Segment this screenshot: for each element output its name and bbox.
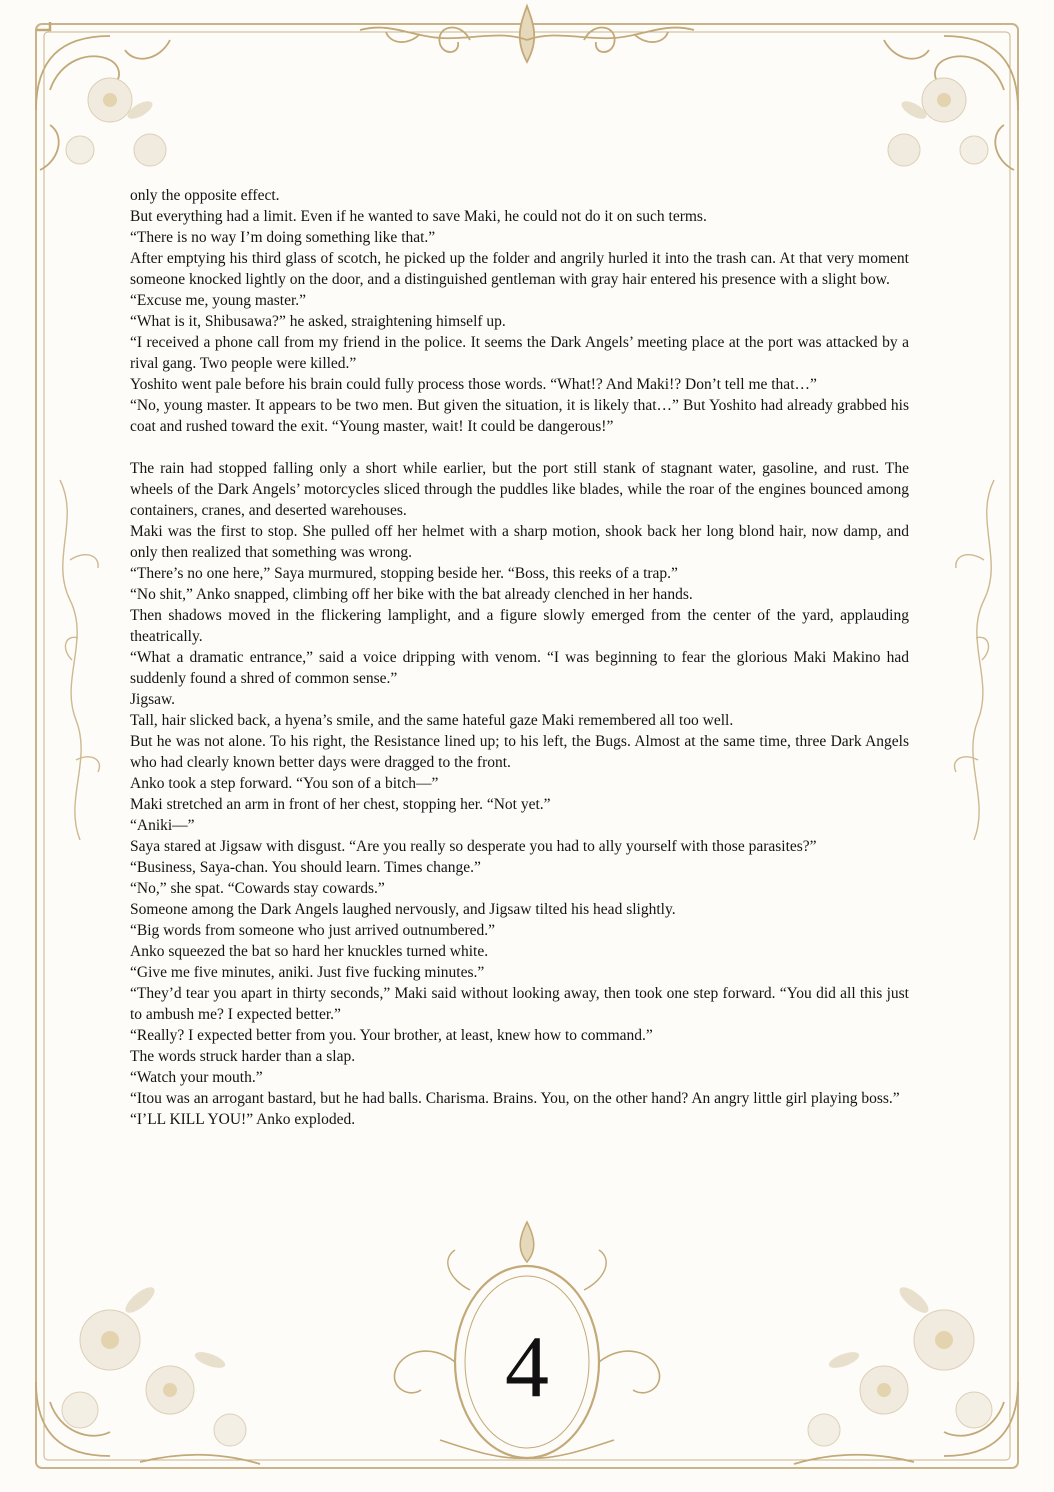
paragraph: But everything had a limit. Even if he wanted to save Maki, he could not do it on such terms. (130, 208, 707, 225)
paragraph: Maki stretched an arm in front of her chest, stopping her. “Not yet.” (130, 796, 551, 813)
paragraph: The rain had stopped falling only a short while earlier, but the port still stank of stagnant water, gasoline, and rust. The wheels of the Dark Angels’ motorcycles sliced through the puddles like blades, while the roar of the engines bounced among containers, cranes, and deserted warehouses. (130, 460, 909, 519)
paragraph: Maki was the first to stop. She pulled off her helmet with a sharp motion, shook back her long blond hair, now damp, and only then realized that something was wrong. (130, 523, 909, 561)
paragraph: “No,” she spat. “Cowards stay cowards.” (130, 880, 385, 897)
paragraph: “Big words from someone who just arrived outnumbered.” (130, 922, 496, 939)
paragraph: “Itou was an arrogant bastard, but he had balls. Charisma. Brains. You, on the other hand? An angry little girl playing boss.” (130, 1090, 900, 1107)
paragraph: “No, young master. It appears to be two men. But given the situation, it is likely that…” But Yoshito had already grabbed his coat and rushed toward the exit. “Young master, wait! It could be dangerous!” (130, 397, 909, 435)
paragraph: “They’d tear you apart in thirty seconds,” Maki said without looking away, then took one step forward. “You did all this just to ambush me? I expected better.” (130, 985, 909, 1023)
paragraph: Anko squeezed the bat so hard her knuckles turned white. (130, 943, 489, 960)
paragraph: After emptying his third glass of scotch, he picked up the folder and angrily hurled it into the trash can. At that very moment someone knocked lightly on the door, and a distinguished gentleman with gray hair entered his presence with a slight bow. (130, 250, 909, 288)
floral-cluster-top-right (888, 78, 988, 166)
paragraph: “Excuse me, young master.” (130, 292, 307, 309)
right-vine-ornament (955, 480, 994, 840)
paragraph: “What a dramatic entrance,” said a voice dripping with venom. “I was beginning to fear the glorious Maki Makino had suddenly found a shred of common sense.” (130, 649, 909, 687)
paragraph-break (130, 437, 909, 458)
paragraph: “Aniki—” (130, 817, 195, 834)
paragraph: “Give me five minutes, aniki. Just five fucking minutes.” (130, 964, 485, 981)
paragraph: Jigsaw. (130, 691, 176, 708)
paragraph: “Really? I expected better from you. Your brother, at least, knew how to command.” (130, 1027, 653, 1044)
paragraph: only the opposite effect. (130, 187, 280, 204)
paragraph: “No shit,” Anko snapped, climbing off her bike with the bat already clenched in her hands. (130, 586, 693, 603)
paragraph: Yoshito went pale before his brain could fully process those words. “What!? And Maki!? Don’t tell me that…” (130, 376, 817, 393)
paragraph: Then shadows moved in the flickering lamplight, and a figure slowly emerged from the center of the yard, applauding theatrically. (130, 607, 909, 645)
paragraph: Saya stared at Jigsaw with disgust. “Are you really so desperate you had to ally yourself with those parasites?” (130, 838, 817, 855)
top-fleur-ornament (360, 6, 694, 62)
paragraph: The words struck harder than a slap. (130, 1048, 356, 1065)
page-number: 4 (505, 1319, 549, 1416)
left-vine-ornament (60, 480, 99, 840)
story-text (130, 185, 909, 1130)
paragraph: “There’s no one here,” Saya murmured, stopping beside her. “Boss, this reeks of a trap.” (130, 565, 678, 582)
paragraph: “I’LL KILL YOU!” Anko exploded. (130, 1111, 356, 1128)
paragraph: “What is it, Shibusawa?” he asked, straightening himself up. (130, 313, 506, 330)
paragraph: Anko took a step forward. “You son of a bitch—” (130, 775, 439, 792)
paragraph: “Watch your mouth.” (130, 1069, 263, 1086)
paragraph: “I received a phone call from my friend in the police. It seems the Dark Angels’ meeting place at the port was attacked by a rival gang. Two people were killed.” (130, 334, 909, 372)
paragraph: “Business, Saya-chan. You should learn. Times change.” (130, 859, 481, 876)
paragraph: Tall, hair slicked back, a hyena’s smile, and the same hateful gaze Maki remembered all too well. (130, 712, 734, 729)
paragraph: Someone among the Dark Angels laughed nervously, and Jigsaw tilted his head slightly. (130, 901, 676, 918)
paragraph: But he was not alone. To his right, the Resistance lined up; to his left, the Bugs. Almost at the same time, three Dark Angels who had clearly known better days were dragged to the front. (130, 733, 909, 771)
paragraph: “There is no way I’m doing something like that.” (130, 229, 436, 246)
floral-cluster-top-left (66, 78, 166, 166)
